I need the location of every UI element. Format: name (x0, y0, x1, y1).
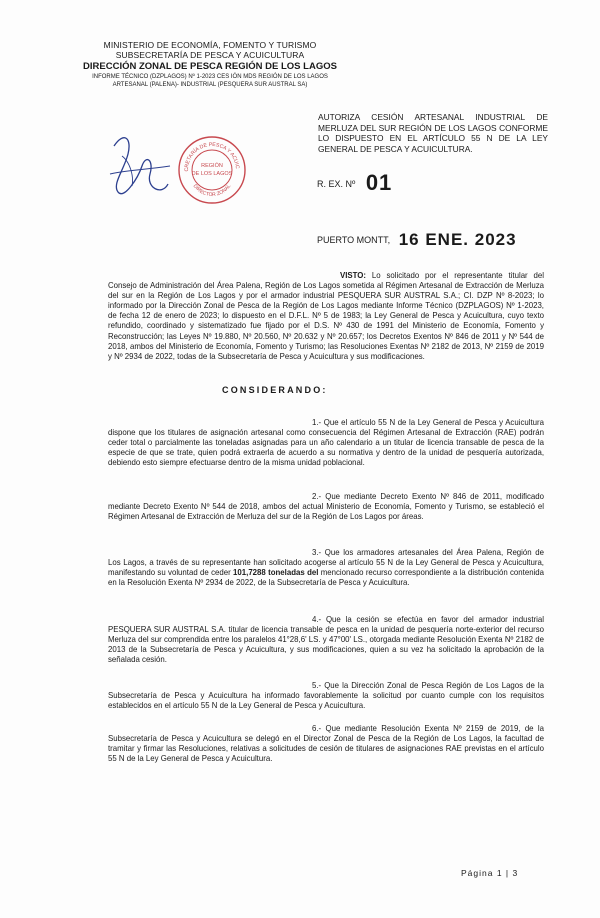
place-name: PUERTO MONTT, (317, 235, 391, 245)
visto-text: Lo solicitado por el representante titular del Consejo de Administración del Área Palena, Región de Los Lagos sometida al Régimen Artesanal de Extracción de Merluza del sur en la Región de Los Lagos y por el armador industrial PESQUERA SUR AUSTRAL S.A.; CI. DZP Nº 8-2023; lo informado por la Dirección Zonal de Pesca de la Región de Los Lagos mediante Informe Técnico (DZPLAGOS) Nº 1-2023, de fecha 12 de enero de 2023; lo dispuesto en el D.F.L. Nº 5 de 1983; la Ley General de Pesca y Acuicultura, cuyo texto refundido, coordinado y sistematizado fue fijado por el D.S. Nº 430 de 1991 del Ministerio de Economía, Fomento y Reconstrucción; las Leyes Nº 19.880, Nº 20.560, Nº 20.632 y Nº 20.657; los Decretos Exentos Nº 846 de 2011 y Nº 544 de 2018, ambos del Ministerio de Economía, Fomento y Turismo; las Resoluciones Exentas Nº 2182 de 2013, Nº 2159 de 2019 y Nº 2934 de 2022, todas de la Subsecretaría de Pesca y Acuicultura y sus modificaciones. (108, 271, 544, 361)
report-reference: INFORME TÉCNICO (DZPLAGOS) Nº 1-2023 CES IÓN MDS REGIÓN DE LOS LAGOS (92, 74, 328, 80)
resolution-subject: AUTORIZA CESIÓN ARTESANAL INDUSTRIAL DE MERLUZA DEL SUR REGIÓN DE LOS LAGOS CONFORME LO DISPUESTO EN EL ARTÍCULO 55 N DE LA LEY GENERAL DE PESCA Y ACUICULTURA. (318, 112, 548, 154)
ceded-tonnage: 101,7288 toneladas (233, 568, 305, 578)
letterhead (60, 40, 360, 89)
page-number: Página 1 | 3 (461, 868, 519, 878)
visto-label: VISTO: (340, 271, 367, 280)
considerando-item: 5.- Que la Dirección Zonal de Pesca Región de Los Lagos de la Subsecretaría de Pesca y Acuicultura ha informado favorablemente la solicitud por cuanto cumple con los requisitos establecidos en el artículo 55 N de la Ley General de Pesca y Acuicultura. (108, 681, 545, 711)
undersecretariat-name: SUBSECRETARÍA DE PESCA Y ACUICULTURA (115, 50, 305, 60)
directorate-name: DIRECCIÓN ZONAL DE PESCA REGIÓN DE LOS LAGOS (83, 61, 337, 72)
considerando-item: 2.- Que mediante Decreto Exento Nº 846 de 2011, modificado mediante Decreto Exento Nº 544 de 2018, ambos del actual Ministerio de Economía, Fomento y Turismo, se estableció el Régimen Artesanal de Extracción de Merluza del sur de la Región de Los Lagos por áreas. (108, 492, 544, 522)
resolution-number: 01 (365, 170, 393, 195)
place-date-line (317, 230, 517, 250)
handwritten-signature (104, 126, 174, 206)
svg-text:DIRECTOR ZONAL: DIRECTOR ZONAL (191, 183, 233, 199)
official-stamp-seal (176, 134, 248, 206)
considerando-item: 6.- Que mediante Resolución Exenta Nº 2159 de 2019, de la Subsecretaría de Pesca y Acuicultura se delegó en el Director Zonal de Pesca de la Región de Los Lagos, la facultad de tramitar y firmar las Resoluciones, relativas a solicitudes de cesión de titulares de asignaciones RAE previstas en el artículo 55 N de la Ley General de Pesca y Acuicultura. (108, 724, 544, 764)
resolution-label: R. EX. Nº (317, 179, 356, 189)
considerando-item: 3.- Que los armadores artesanales del Área Palena, Región de Los Lagos, a través de su representante han solicitado acogerse al artículo 55 N de la Ley General de Pesca y Acuicultura, manifestando su voluntad de ceder 101,7288 toneladas del mencionado recurso correspondiente a la distribución contenida en la Resolución Exenta Nº 2934 de 2022, de la Subsecretaría de Pesca y Acuicultura. (108, 548, 545, 588)
considerando-item: 4.- Que la cesión se efectúa en favor del armador industrial PESQUERA SUR AUSTRAL S.A. titular de licencia transable de pesca en la unidad de pesquería norte-exterior del recurso Merluza del sur comprendida entre los paralelos 41°28,6' LS. y 47°00' LS., otorgada mediante Resolución Exenta Nº 2182 de 2013 de la Subsecretaría de Pesca y Acuicultura, y sus modificaciones, quien a su vez ha solicitado la aprobación de la señalada cesión. (108, 615, 544, 665)
resolution-number-line (317, 170, 392, 196)
svg-text:DE LOS LAGOS: DE LOS LAGOS (191, 171, 233, 177)
area-reference: ARTESANAL (PALENA)- INDUSTRIAL (PESQUERA SUR AUSTRAL SA) (112, 82, 308, 88)
considerando-item: 1.- Que el artículo 55 N de la Ley General de Pesca y Acuicultura dispone que los titulares de asignación artesanal como consecuencia del Régimen Artesanal de Extracción (RAE) podrán ceder total o parcialmente las toneladas asignadas para un año calendario a un titular de licencia transable de pesca de la especie de que se trate, quien podrá extraerla de acuerdo a su normativa y dentro de la unidad de pesquería autorizada, debiendo esto siempre efectuarse dentro de la misma unidad poblacional. (108, 418, 544, 468)
svg-text:REGIÓN: REGIÓN (201, 163, 223, 169)
considerando-heading: CONSIDERANDO: (222, 385, 328, 395)
svg-text:SUBSECRETARÍA DE PESCA Y ACUIC: CRETARÍA DE PESCA Y ACUIC (183, 141, 241, 172)
visto-paragraph (108, 271, 544, 362)
ministry-name: MINISTERIO DE ECONOMÍA, FOMENTO Y TURISMO (103, 40, 317, 50)
date-stamp: 16 ENE. 2023 (398, 230, 517, 249)
